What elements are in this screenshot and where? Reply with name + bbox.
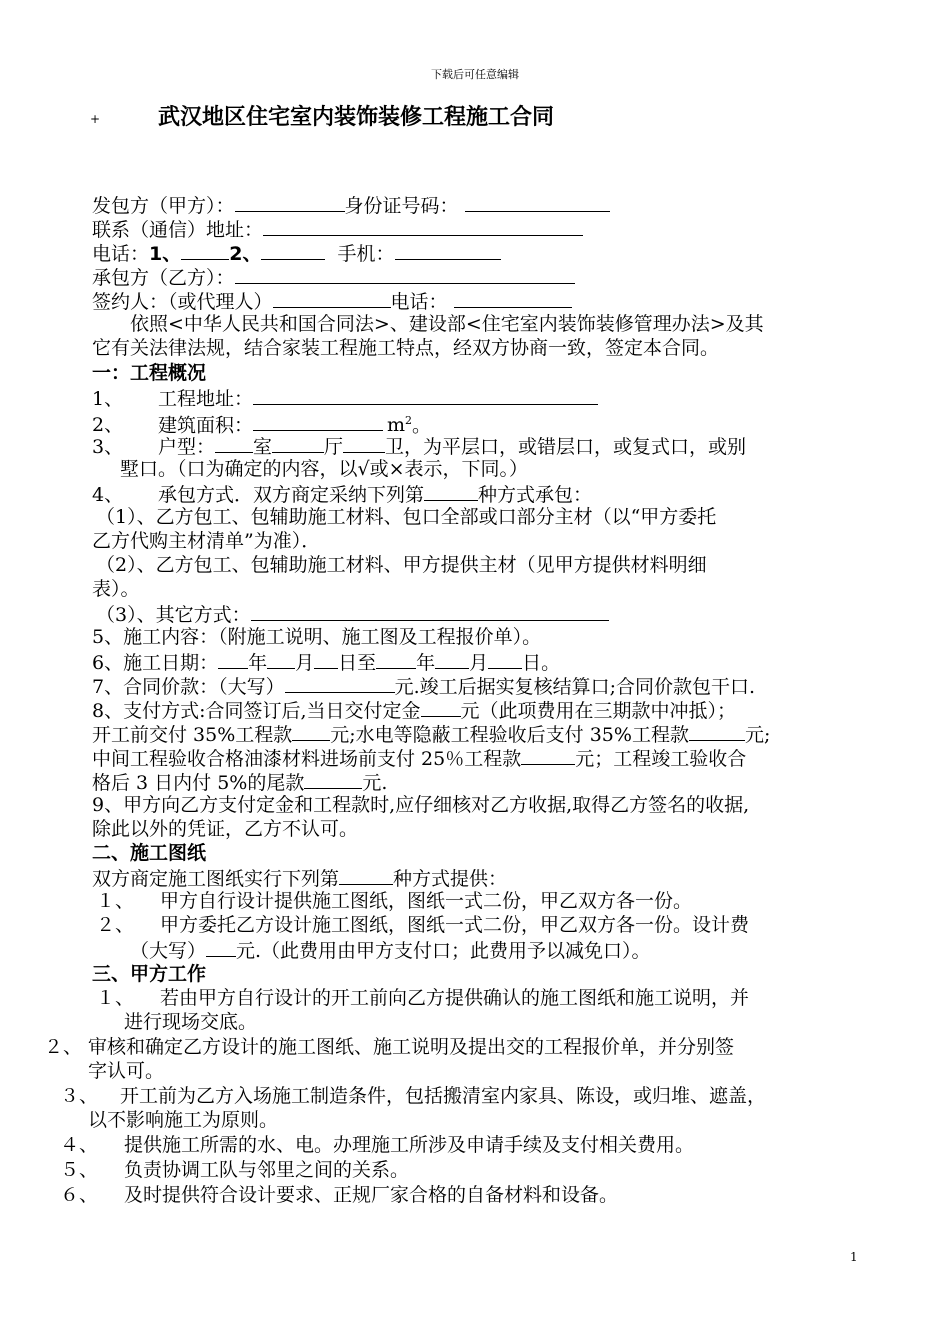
party-a-blank[interactable] [235, 192, 345, 212]
s3-item-6 [60, 1183, 618, 1207]
s1-pay-line-3 [92, 745, 746, 771]
s1-mode-blank[interactable] [424, 481, 478, 501]
s1-address-num: 1、 [92, 388, 124, 410]
party-a-label: 发包方（甲方）： [92, 195, 235, 217]
s1-verify-2: 除此以外的凭证，乙方不认可。 [92, 818, 359, 840]
s1-area-blank[interactable] [253, 411, 383, 431]
party-a-line [92, 192, 610, 218]
s1-date-m-blank[interactable] [267, 649, 295, 669]
phone-label: 电话： [92, 243, 150, 265]
s1-option-3 [96, 601, 609, 627]
s1-pay-2a-blank[interactable] [292, 721, 330, 741]
s2-intro-blank[interactable] [339, 865, 393, 885]
s2-intro-line [92, 865, 507, 891]
s3-item-1 [92, 986, 749, 1010]
s1-pay-2b-blank[interactable] [689, 721, 745, 741]
s2-item-1-text: 甲方自行设计提供施工图纸，图纸一式二份，甲乙双方各一份。 [160, 890, 693, 912]
s3-item-3-num: ３、 [60, 1085, 99, 1107]
s1-option-1b: 乙方代购主材清单”为准）． [92, 530, 321, 552]
s1-hall-blank[interactable] [272, 433, 324, 453]
signer-phone-blank[interactable] [454, 288, 572, 308]
signer-phone-label: 电话： [390, 291, 448, 313]
phone-line [92, 240, 501, 266]
s1-address-label: 工程地址： [158, 388, 254, 410]
s1-mode-pre: 承包方式．双方商定采纳下列第 [158, 484, 425, 506]
s1-pay-l4b: 元. [362, 772, 388, 794]
contact-address-blank[interactable] [263, 216, 583, 236]
phone-1: 1、 [149, 243, 182, 265]
s1-date-m: 月 [295, 652, 315, 674]
s2-item-2 [92, 913, 749, 937]
s1-area-label: 建筑面积： [158, 414, 254, 437]
party-b-line [92, 264, 575, 290]
s1-date-y2-blank[interactable] [376, 649, 416, 669]
s3-item-4 [60, 1133, 694, 1157]
s1-date-y2: 年 [416, 652, 436, 674]
s1-room-blank[interactable] [215, 433, 253, 453]
phone-2: 2、 [229, 243, 262, 265]
s1-pay-deposit-blank[interactable] [421, 697, 461, 717]
s3-item-5 [60, 1158, 409, 1182]
s3-item-2-num: ２、 [44, 1036, 83, 1058]
s1-room: 室 [253, 436, 273, 458]
header-note: 下载后可任意编辑 [431, 68, 519, 81]
s1-price-post: 元.竣工后据实复核结算口;合同价款包干口. [394, 676, 756, 698]
s1-verify-1: 9、甲方向乙方支付定金和工程款时,应仔细核对乙方收据,取得乙方签名的收据, [92, 794, 750, 816]
s1-date-m2: 月 [469, 652, 489, 674]
s1-bath-blank[interactable] [343, 433, 385, 453]
party-b-label: 承包方（乙方）： [92, 267, 235, 289]
s1-pay-l1b: 元（此项费用在三期款中冲抵）； [460, 700, 737, 722]
s3-item-3-text: 开工前为乙方入场施工制造条件，包括搬清室内家具、陈设，或归堆、遮盖， [120, 1085, 767, 1107]
s3-item-3 [60, 1084, 766, 1108]
s2-item-1 [92, 889, 692, 913]
s1-pay-l1a: 8、支付方式:合同签订后,当日交付定金 [92, 700, 421, 722]
s2-item-2-num: ２、 [96, 914, 135, 936]
s2-item-2-fee-blank[interactable] [206, 937, 236, 957]
s1-option-2a: （2）、乙方包工、包辅助施工材料、甲方提供主材（见甲方提供材料明细 [96, 554, 707, 576]
s1-pay-l3a: 中间工程验收合格油漆材料进场前支付 25％工程款 [92, 748, 522, 770]
s1-pay-line-2 [92, 721, 770, 747]
section-1-heading: 一：工程概况 [92, 362, 207, 384]
section-3-heading: 三、甲方工作 [92, 963, 207, 985]
s1-date-d2-blank[interactable] [488, 649, 522, 669]
s1-price-line [92, 673, 755, 699]
s1-date-y-blank[interactable] [218, 649, 248, 669]
contact-address-label: 联系（通信）地址： [92, 219, 264, 241]
signer-blank[interactable] [273, 288, 391, 308]
s1-pay-line-4 [92, 769, 387, 795]
s2-item-2-cont [130, 937, 651, 963]
signer-line [92, 288, 572, 314]
s3-item-2-cont: 字认可。 [88, 1060, 165, 1082]
s1-date-d2: 日。 [522, 652, 561, 674]
s2-item-2-text: 甲方委托乙方设计施工图纸，图纸一式二份，甲乙双方各一份。设计费 [160, 914, 750, 936]
s1-address-line [92, 385, 598, 411]
plus-mark: + [90, 112, 101, 126]
s1-pay-l2b: 元;水电等隐蔽工程验收后支付 35%工程款 [330, 724, 689, 746]
s1-date-m2-blank[interactable] [435, 649, 469, 669]
s1-address-blank[interactable] [253, 385, 598, 405]
s3-item-3-cont: 以不影响施工为原则。 [88, 1109, 279, 1131]
s2-intro-b: 种方式提供： [393, 868, 508, 890]
s2-item-1-num: １、 [96, 890, 135, 912]
intro-line-1: 依照<中华人民共和国合同法>、建设部<住宅室内装饰装修管理办法>及其 [130, 313, 764, 335]
s1-type-num: 3、 [92, 436, 124, 458]
s1-pay-3-blank[interactable] [521, 745, 575, 765]
s1-option-3-blank[interactable] [251, 601, 609, 621]
s3-item-5-num: ５、 [60, 1159, 99, 1181]
s1-pay-l4a: 格后 3 日内付 5%的尾款 [92, 772, 305, 794]
signer-label: 签约人：（或代理人） [92, 291, 273, 313]
s1-date-d-blank[interactable] [314, 649, 338, 669]
s1-option-3-label: （3）、其它方式： [96, 604, 251, 626]
s3-item-2 [44, 1035, 734, 1059]
page-number: 1 [850, 1250, 858, 1264]
s1-area-sup: 2 [405, 414, 413, 427]
s3-item-6-num: ６、 [60, 1184, 99, 1206]
s3-item-5-text: 负责协调工队与邻里之间的关系。 [124, 1159, 410, 1181]
s3-item-1-text: 若由甲方自行设计的开工前向乙方提供确认的施工图纸和施工说明，并 [160, 987, 750, 1009]
s1-area-unit: m [387, 414, 406, 437]
s1-type-line [92, 433, 746, 459]
s1-mode-line [92, 481, 592, 507]
s1-type-label: 户型： [158, 436, 216, 458]
s1-mode-post: 种方式承包： [478, 484, 593, 506]
s3-item-1-cont: 进行现场交底。 [124, 1011, 258, 1033]
document-title: 武汉地区住宅室内装饰装修工程施工合同 [158, 105, 555, 130]
s1-date-pre: 6、施工日期： [92, 652, 219, 674]
s1-pay-4-blank[interactable] [304, 769, 362, 789]
s1-option-2b: 表）。 [92, 578, 140, 600]
s1-area-num: 2、 [92, 414, 124, 437]
id-blank[interactable] [465, 192, 610, 212]
s1-mode-num: 4、 [92, 484, 124, 506]
s1-price-pre: 7、合同价款：（大写） [92, 676, 285, 698]
phone-2-blank[interactable] [261, 240, 325, 260]
contact-address-line [92, 216, 583, 242]
mobile-label: 手机： [337, 243, 395, 265]
s1-price-blank[interactable] [285, 673, 395, 693]
s1-date-line [92, 649, 560, 675]
s3-item-4-text: 提供施工所需的水、电。办理施工所涉及申请手续及支付相关费用。 [124, 1134, 695, 1156]
s1-area-dot: 。 [412, 414, 432, 437]
s3-item-6-text: 及时提供符合设计要求、正规厂家合格的自备材料和设备。 [124, 1184, 619, 1206]
s3-item-2-text: 审核和确定乙方设计的施工图纸、施工说明及提出交的工程报价单，并分别签 [88, 1036, 735, 1058]
s2-item-2-fee-label: （大写） [130, 940, 207, 962]
s1-type-cont: 墅口。（口为确定的内容，以√或×表示，下同。） [120, 458, 529, 480]
s1-date-y: 年 [248, 652, 268, 674]
s2-item-2-fee-text: 元.（此费用由甲方支付口；此费用予以减免口）。 [236, 940, 651, 962]
s1-hall: 厅 [324, 436, 344, 458]
phone-1-blank[interactable] [181, 240, 229, 260]
intro-line-2: 它有关法律法规，结合家装工程施工特点，经双方协商一致，签定本合同。 [92, 337, 720, 359]
s3-item-4-num: ４、 [60, 1134, 99, 1156]
s3-item-1-num: １、 [96, 987, 135, 1009]
s1-pay-line-1 [92, 697, 736, 723]
s1-pay-l3b: 元；工程竣工验收合 [575, 748, 747, 770]
s1-pay-l2a: 开工前交付 35%工程款 [92, 724, 293, 746]
s1-content: 5、施工内容：（附施工说明、施工图及工程报价单）。 [92, 626, 542, 648]
s1-date-d: 日至 [338, 652, 377, 674]
s1-pay-l2c: 元; [744, 724, 771, 746]
s1-option-1a: （1）、乙方包工、包辅助施工材料、包口全部或口部分主材（以“甲方委托 [96, 506, 717, 528]
s1-bath: 卫，为平层口，或错层口，或复式口，或别 [385, 436, 747, 458]
party-b-blank[interactable] [235, 264, 575, 284]
s2-intro-a: 双方商定施工图纸实行下列第 [92, 868, 340, 890]
mobile-blank[interactable] [395, 240, 501, 260]
id-label: 身份证号码： [344, 195, 459, 217]
section-2-heading: 二、施工图纸 [92, 842, 207, 864]
